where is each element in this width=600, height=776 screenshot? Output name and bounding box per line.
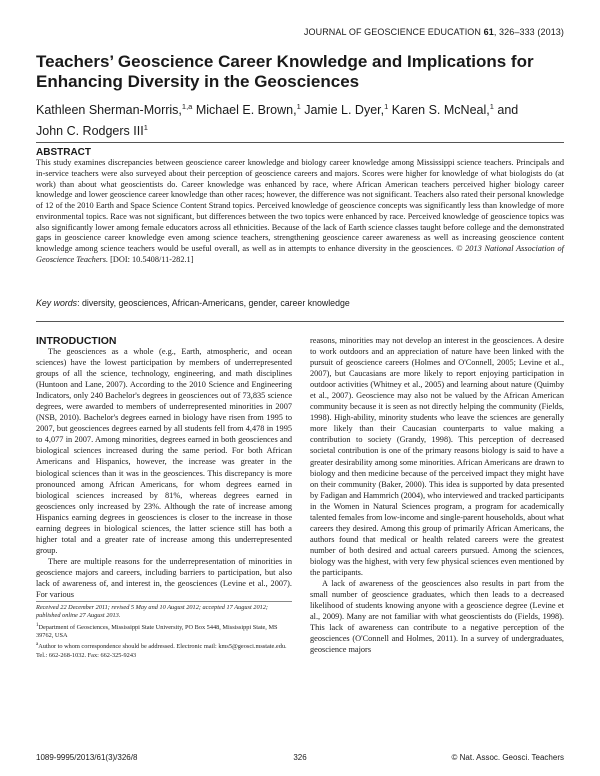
abstract-text: This study examines discrepancies between geoscience career knowledge and biology career knowledge among Mississippi science teachers. Principals and in-service teachers were also surveyed about their perception of geoscience careers and majors. Scores were higher for knowledge of what biologists do (at work) than about what geoscientists do. Career knowledge was enhanced by race, where African American teachers perceived higher biology career knowledge and lower geoscience career knowledge than other races; however, the difference was not significant. Teachers also rated their personal knowledge of 12 of the 2010 Earth and Space Science Content Strand topics. Perceived knowledge of geoscience concepts was significantly less than knowledge of more environmental topics. Race was not significant, but differences between the two topics were enhanced by race. Perceived knowledge of geoscience topics was also significantly lower among female educators across all ethnicities. Because of the lack of Earth science classes taught before college and the demonstrated gaps in geoscience career knowledge even among science teachers, strengthening geoscience career awareness as well as increasing geoscience content knowledge among science teachers would be useful overall, as well as in attempts to enhance diversity in the geosciences. xyxy=(36,158,564,253)
footer-copyright: © Nat. Assoc. Geosci. Teachers xyxy=(451,753,564,762)
author-affiliation-mark: 1 xyxy=(296,102,301,111)
journal-name: JOURNAL OF GEOSCIENCE EDUCATION xyxy=(303,27,482,37)
footer-issn: 1089-9995/2013/61(3)/326/8 xyxy=(36,753,138,762)
keywords: Key words: diversity, geosciences, African-Americans, gender, career knowledge xyxy=(36,298,350,308)
author-affiliation-mark: 1 xyxy=(384,102,389,111)
author-name: Michael E. Brown, xyxy=(195,103,297,118)
author-affiliation-mark: 1 xyxy=(143,123,148,133)
author-name: Kathleen Sherman-Morris, xyxy=(36,103,182,118)
keywords-label: Key words xyxy=(36,298,78,308)
journal-volume: 61 xyxy=(483,27,494,37)
author-name: Jamie L. Dyer, xyxy=(304,103,385,118)
corresponding-author-note: Author to whom correspondence should be addressed. Electronic mail: kms5@geosci.msstate.edu. Tel.: 662-268-1032. Fax: 662-325-9243 xyxy=(36,643,287,659)
abstract-copyright: © 2013 National Association of Geoscience Teachers. xyxy=(36,244,564,264)
introduction-heading: INTRODUCTION xyxy=(36,335,117,347)
abstract-heading: ABSTRACT xyxy=(36,147,91,158)
introduction-column-right xyxy=(310,335,564,655)
author-affiliation-mark: 1,a xyxy=(181,102,193,111)
affiliation-note: Department of Geosciences, Mississippi State University, PO Box 5448, Mississippi State, MS 39762, USA xyxy=(36,623,278,639)
body-paragraph: The geosciences as a whole (e.g., Earth, atmospheric, and ocean sciences) have the lowest participation by members of underrepresented groups of all the science, technology, engineering, and math disciplines (Huntoon and Lane, 2007). According to the 2010 Science and Engineering Indicators, only 240 Bachelor's degrees in geosciences out of 73,835 science degrees, were awarded to members of underrepresented minorities in 2007 (NSB, 2010). Bachelor's degrees earned in biology have risen from 1995 to 2007, but geosciences degrees earned by all students fell from 4,478 in 1995 to 4,077 in 2007. Among minorities, degrees earned in both geosciences and biological sciences increased during the same period. For both African Americans and Hispanics, however, the increase was greater in the biological sciences than it was in the geosciences. This discrepancy is more pronounced among African Americans, for whom degrees earned in biological sciences increased by 81%, whereas degrees earned in geosciences only increased by 23%. Although the rate of increase among Hispanics earning degrees in geosciences is closer to the increase in those earning degrees in biological sciences, the latter science still has both a higher total and a greater rate of increase among this underrepresented group. xyxy=(36,347,292,555)
author-affiliation-mark: 1 xyxy=(489,102,494,111)
body-paragraph: There are multiple reasons for the underrepresentation of minorities in geoscience majors and careers, including barriers to participation, but also lack of awareness of, and interest in, the geosciences (Levine et al., 2007). For various xyxy=(36,556,292,600)
footnote-divider xyxy=(36,601,292,602)
footnote-mark: 1 xyxy=(36,622,39,628)
footnotes xyxy=(36,604,292,661)
paper-title: Teachers’ Geoscience Career Knowledge and Implications for Enhancing Diversity in the Geosciences xyxy=(36,52,534,91)
author-connector: and xyxy=(497,103,519,118)
introduction-column-left xyxy=(36,346,292,600)
journal-header xyxy=(304,27,564,37)
body-paragraph: reasons, minorities may not develop an interest in the geosciences. A desire to work outdoors and an appreciation of nature have been linked with the pursuit of geoscience careers (Holmes and O'Connell, 2005; Levine et al., 2007), but Caucasians are more likely to report enjoying participation in outdoor activities (Whitney et al., 2005) and learning about nature (Quimby et al., 2007). Geoscience may also not be valued by the African American community because it is seen as not directly helping the community (Fields, 1998). High-ability, minority students who leave the sciences are generally more likely than their Caucasian counterparts to value making a contribution to society (Grandy, 1998). This perception of decreased societal contribution is one of the primary reasons biology is said to have a greater desirability among some minorities. African Americans are drawn to biology and then medicine because of the perceived impact they might have on their community (Baker, 2000). This idea is supported by data presented by Fadigan and Hammrich (2004), who interviewed and tracked participants in the Women in Natural Sciences program, a program for academically talented females from low-income and single-parent households, about what careers they desired. Among this group of primarily African Americans, the authors found that medical or health related careers were the greatest number of both desired and actual careers pursued. Among the sciences, biology was the highest, with very few physical sciences even mentioned by the participants. xyxy=(310,336,564,577)
received-dates: Received 22 December 2011; revised 5 May and 10 August 2012; accepted 17 August 2012; published online 27 August 2013. xyxy=(36,604,268,620)
body-paragraph: A lack of awareness of the geosciences also results in part from the small number of geoscience graduates, which then leads to a decreased likelihood of students knowing anyone with a geoscience degree (Levine et al., 2009). Many are not familiar with what geoscientists do (Fields, 1998). This lack of awareness can contribute to a negative perception of the geosciences (O'Connell and Holmes, 2011). In a survey of undergraduates, geoscience majors xyxy=(310,579,564,655)
keywords-list: diversity, geosciences, African-Americans, gender, career knowledge xyxy=(81,298,350,308)
author-name: John C. Rodgers III xyxy=(36,124,144,139)
abstract-doi: [DOI: 10.5408/11-282.1] xyxy=(110,254,194,264)
author-list xyxy=(36,98,556,140)
page-number: 326 xyxy=(293,753,307,762)
abstract-body xyxy=(36,158,564,266)
author-name: Karen S. McNeal, xyxy=(391,103,490,118)
footnote-mark: a xyxy=(36,642,39,648)
section-divider xyxy=(36,321,564,322)
journal-pages: , 326–333 (2013) xyxy=(493,27,564,37)
section-divider xyxy=(36,142,564,143)
